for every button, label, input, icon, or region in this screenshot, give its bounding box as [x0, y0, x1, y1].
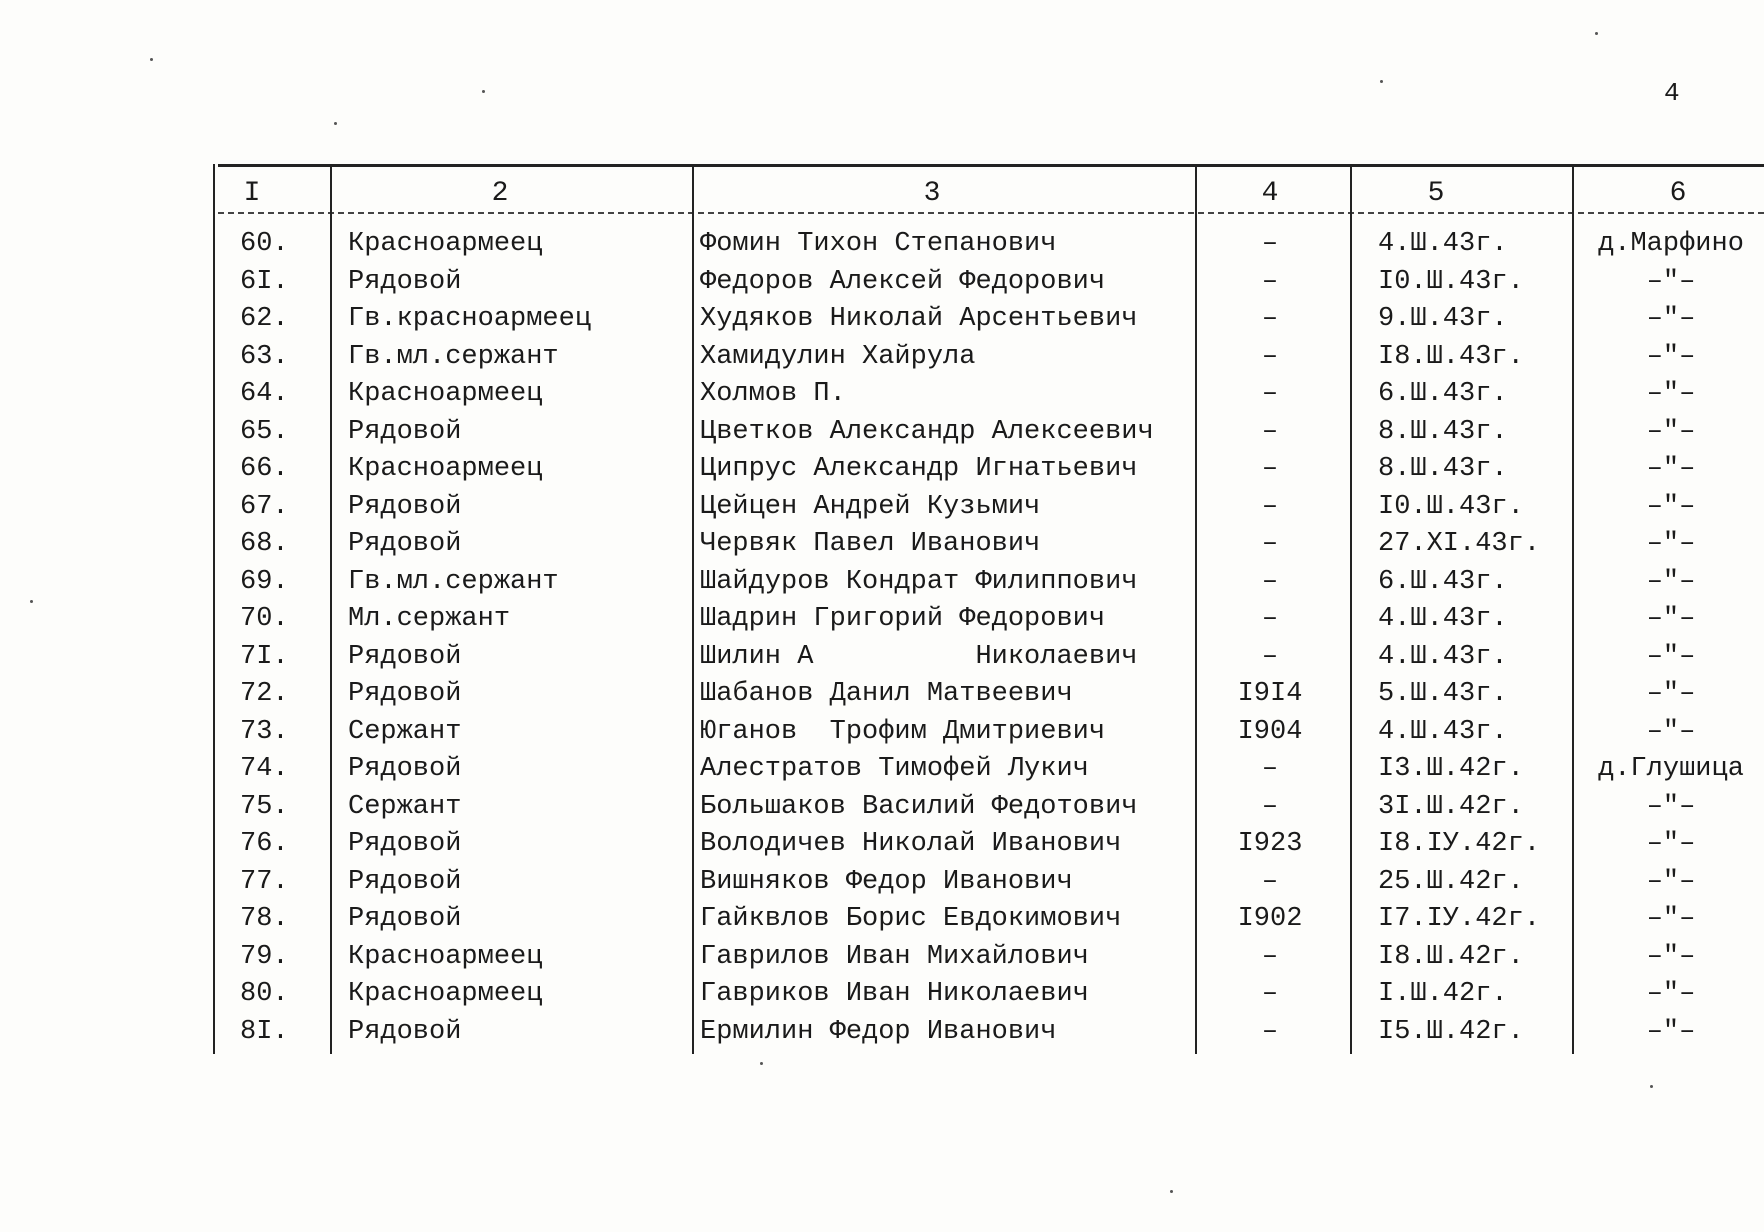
row-number: 70.	[240, 604, 289, 634]
row-rank: Рядовой	[348, 491, 462, 522]
row-rank: Гв.мл.сержант	[348, 341, 559, 372]
row-rank: Гв.мл.сержант	[348, 566, 559, 597]
row-birth-year: –	[1261, 1016, 1279, 1047]
column-header: 2	[491, 178, 509, 209]
scan-speck	[334, 122, 337, 125]
row-date: 6.Ш.43г.	[1378, 379, 1508, 409]
row-date: I0.Ш.43г.	[1378, 491, 1524, 522]
row-birth-year: –	[1261, 791, 1279, 822]
row-place: –"–	[1646, 341, 1696, 372]
row-birth-year: –	[1261, 304, 1279, 334]
table-row	[0, 714, 1764, 751]
row-full-name: Володичев Николай Иванович	[700, 829, 1122, 859]
table-row	[0, 339, 1764, 376]
row-date: I5.Ш.42г.	[1378, 1016, 1524, 1047]
row-place: –"–	[1646, 416, 1696, 447]
row-rank: Рядовой	[348, 1016, 462, 1047]
row-full-name: Ципрус Александр Игнатьевич	[700, 454, 1138, 484]
row-birth-year: –	[1261, 566, 1279, 597]
scan-speck	[1650, 1085, 1653, 1088]
row-birth-year: I902	[1237, 904, 1303, 934]
row-date: I8.Ш.43г.	[1378, 341, 1524, 372]
row-number: 72.	[240, 679, 289, 709]
table-row	[0, 976, 1764, 1013]
row-place: –"–	[1646, 791, 1696, 822]
row-place: –"–	[1646, 1016, 1696, 1047]
column-header: 6	[1669, 178, 1687, 209]
row-number: 65.	[240, 416, 289, 447]
row-number: 60.	[240, 229, 289, 259]
row-full-name: Алестратов Тимофей Лукич	[700, 754, 1089, 784]
row-rank: Рядовой	[348, 754, 462, 784]
row-full-name: Юганов Трофим Дмитриевич	[700, 716, 1106, 747]
row-rank: Рядовой	[348, 904, 462, 934]
row-date: 27.XI.43г.	[1378, 529, 1541, 559]
row-full-name: Гайквлов Борис Евдокимович	[700, 904, 1122, 934]
row-full-name: Фомин Тихон Степанович	[700, 229, 1057, 259]
row-full-name: Шайдуров Кондрат Филиппович	[700, 566, 1138, 597]
row-birth-year: –	[1261, 604, 1279, 634]
row-full-name: Гавриков Иван Николаевич	[700, 979, 1089, 1009]
row-rank: Рядовой	[348, 679, 462, 709]
row-number: 8I.	[240, 1016, 289, 1047]
row-place: –"–	[1646, 979, 1696, 1009]
column-header: 3	[923, 178, 941, 209]
table-row	[0, 676, 1764, 713]
row-number: 77.	[240, 866, 289, 897]
scan-speck	[760, 1062, 763, 1065]
row-date: 4.Ш.43г.	[1378, 604, 1508, 634]
row-number: 62.	[240, 304, 289, 334]
row-date: 5.Ш.43г.	[1378, 679, 1508, 709]
row-place: –"–	[1646, 566, 1696, 597]
row-rank: Красноармеец	[348, 454, 543, 484]
row-birth-year: I923	[1237, 829, 1303, 859]
row-birth-year: –	[1261, 866, 1279, 897]
table-header-rule	[218, 212, 1764, 214]
row-number: 80.	[240, 979, 289, 1009]
row-birth-year: I904	[1237, 716, 1303, 747]
row-place: –"–	[1646, 641, 1696, 672]
row-birth-year: –	[1261, 416, 1279, 447]
row-full-name: Шилин А Николаевич	[700, 641, 1138, 672]
row-rank: Красноармеец	[348, 229, 543, 259]
row-rank: Красноармеец	[348, 979, 543, 1009]
row-full-name: Большаков Василий Федотович	[700, 791, 1138, 822]
row-date: 4.Ш.43г.	[1378, 716, 1508, 747]
row-number: 64.	[240, 379, 289, 409]
row-date: I0.Ш.43г.	[1378, 266, 1524, 297]
row-rank: Рядовой	[348, 529, 462, 559]
row-birth-year: –	[1261, 229, 1279, 259]
row-full-name: Цейцен Андрей Кузьмич	[700, 491, 1041, 522]
table-row	[0, 301, 1764, 338]
scan-speck	[1170, 1190, 1173, 1193]
row-number: 78.	[240, 904, 289, 934]
row-place: –"–	[1646, 529, 1696, 559]
scan-speck	[30, 600, 33, 603]
row-place: д.Глушица	[1598, 754, 1744, 784]
table-row	[0, 1014, 1764, 1051]
table-row	[0, 826, 1764, 863]
table-row	[0, 526, 1764, 563]
table-row	[0, 451, 1764, 488]
row-birth-year: I9I4	[1237, 679, 1303, 709]
scan-speck	[1595, 32, 1598, 35]
row-date: 8.Ш.43г.	[1378, 454, 1508, 484]
row-birth-year: –	[1261, 941, 1279, 972]
row-date: I7.IУ.42г.	[1378, 904, 1541, 934]
column-header: I	[243, 178, 261, 209]
row-number: 66.	[240, 454, 289, 484]
row-rank: Рядовой	[348, 829, 462, 859]
row-number: 63.	[240, 341, 289, 372]
row-rank: Сержант	[348, 791, 462, 822]
row-rank: Рядовой	[348, 266, 462, 297]
row-date: I.Ш.42г.	[1378, 979, 1508, 1009]
row-birth-year: –	[1261, 641, 1279, 672]
row-place: –"–	[1646, 491, 1696, 522]
row-place: –"–	[1646, 904, 1696, 934]
row-date: 6.Ш.43г.	[1378, 566, 1508, 597]
row-full-name: Худяков Николай Арсентьевич	[700, 304, 1138, 334]
row-place: –"–	[1646, 716, 1696, 747]
row-number: 74.	[240, 754, 289, 784]
row-date: I8.IУ.42г.	[1378, 829, 1541, 859]
row-birth-year: –	[1261, 754, 1279, 784]
row-full-name: Шадрин Григорий Федорович	[700, 604, 1106, 634]
row-date: 8.Ш.43г.	[1378, 416, 1508, 447]
row-number: 75.	[240, 791, 289, 822]
row-rank: Рядовой	[348, 416, 462, 447]
row-place: –"–	[1646, 866, 1696, 897]
row-place: д.Марфино	[1598, 229, 1744, 259]
row-place: –"–	[1646, 679, 1696, 709]
table-row	[0, 751, 1764, 788]
row-number: 69.	[240, 566, 289, 597]
scan-speck	[482, 90, 485, 93]
row-date: 4.Ш.43г.	[1378, 641, 1508, 672]
row-rank: Рядовой	[348, 641, 462, 672]
scan-speck	[150, 58, 153, 61]
row-place: –"–	[1646, 266, 1696, 297]
row-birth-year: –	[1261, 379, 1279, 409]
row-place: –"–	[1646, 829, 1696, 859]
table-row	[0, 564, 1764, 601]
table-row	[0, 901, 1764, 938]
row-place: –"–	[1646, 941, 1696, 972]
row-full-name: Ермилин Федор Иванович	[700, 1016, 1057, 1047]
row-birth-year: –	[1261, 529, 1279, 559]
table-row	[0, 601, 1764, 638]
table-top-rule	[218, 164, 1764, 167]
row-place: –"–	[1646, 304, 1696, 334]
row-date: 9.Ш.43г.	[1378, 304, 1508, 334]
row-number: 6I.	[240, 266, 289, 297]
row-full-name: Федоров Алексей Федорович	[700, 266, 1106, 297]
row-number: 73.	[240, 716, 289, 747]
column-header: 4	[1261, 178, 1279, 209]
table-row	[0, 226, 1764, 263]
page-number: 4	[1664, 78, 1680, 108]
row-full-name: Вишняков Федор Иванович	[700, 866, 1073, 897]
table-row	[0, 789, 1764, 826]
row-full-name: Червяк Павел Иванович	[700, 529, 1041, 559]
row-number: 7I.	[240, 641, 289, 672]
row-number: 67.	[240, 491, 289, 522]
row-birth-year: –	[1261, 979, 1279, 1009]
row-number: 68.	[240, 529, 289, 559]
row-full-name: Гаврилов Иван Михайлович	[700, 941, 1089, 972]
table-row	[0, 639, 1764, 676]
row-rank: Рядовой	[348, 866, 462, 897]
row-birth-year: –	[1261, 454, 1279, 484]
row-full-name: Цветков Александр Алексеевич	[700, 416, 1154, 447]
row-date: 25.Ш.42г.	[1378, 866, 1524, 897]
row-number: 76.	[240, 829, 289, 859]
row-date: 4.Ш.43г.	[1378, 229, 1508, 259]
row-number: 79.	[240, 941, 289, 972]
row-place: –"–	[1646, 454, 1696, 484]
row-date: I8.Ш.42г.	[1378, 941, 1524, 972]
row-rank: Красноармеец	[348, 941, 543, 972]
row-full-name: Шабанов Данил Матвеевич	[700, 679, 1073, 709]
table-row	[0, 414, 1764, 451]
scan-speck	[1380, 80, 1383, 83]
row-rank: Сержант	[348, 716, 462, 747]
row-birth-year: –	[1261, 266, 1279, 297]
row-birth-year: –	[1261, 341, 1279, 372]
table-row	[0, 939, 1764, 976]
row-place: –"–	[1646, 604, 1696, 634]
column-header: 5	[1427, 178, 1445, 209]
row-place: –"–	[1646, 379, 1696, 409]
table-row	[0, 376, 1764, 413]
row-full-name: Хамидулин Хайрула	[700, 341, 976, 372]
row-rank: Мл.сержант	[348, 604, 511, 634]
row-rank: Гв.красноармеец	[348, 304, 592, 334]
row-rank: Красноармеец	[348, 379, 543, 409]
table-row	[0, 489, 1764, 526]
table-row	[0, 864, 1764, 901]
row-date: I3.Ш.42г.	[1378, 754, 1524, 784]
row-full-name: Холмов П.	[700, 379, 846, 409]
row-date: 3I.Ш.42г.	[1378, 791, 1524, 822]
row-birth-year: –	[1261, 491, 1279, 522]
table-row	[0, 264, 1764, 301]
